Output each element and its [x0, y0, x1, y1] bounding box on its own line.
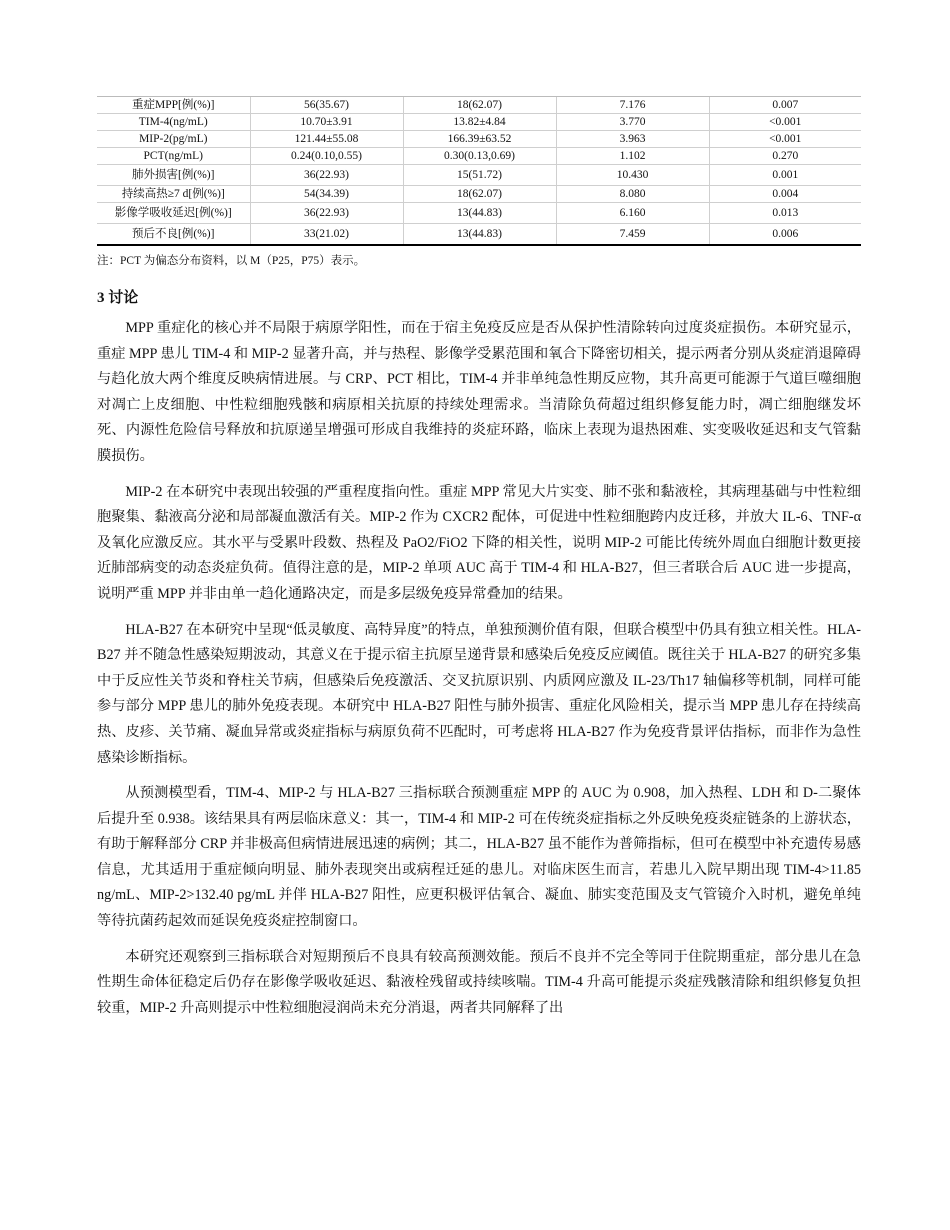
value-cell: 15(51.72) — [403, 165, 556, 186]
table-row — [97, 224, 861, 246]
paragraph: HLA-B27 在本研究中呈现“低灵敏度、高特异度”的特点，单独预测价值有限，但联合模型中仍具有独立相关性。HLA-B27 并不随急性感染短期波动，其意义在于提示宿主抗原呈递背景和感染后免疫反应阈值。既往关于 HLA-B27 的研究多集中于反应性关节炎和脊柱关节病，但感染后免疫激活、交叉抗原识别、内质网应激及 IL-23/Th17 轴偏移等机制，同样可能参与部分 MPP 患儿的肺外免疫表现。本研究中 HLA-B27 阳性与肺外损害、重症化风险相关，提示当 MPP 患儿存在持续高热、皮疹、关节痛、凝血异常或炎症指标与病原负荷不匹配时，可考虑将 HLA-B27 作为免疫背景评估指标，而非作为急性感染诊断指标。 — [97, 621, 861, 766]
table-row — [97, 165, 861, 186]
value-cell: 8.080 — [556, 186, 709, 203]
value-cell: 0.24(0.10,0.55) — [250, 148, 403, 165]
table-row — [97, 131, 861, 148]
value-cell: 36(22.93) — [250, 203, 403, 224]
paragraph: MIP-2 在本研究中表现出较强的严重程度指向性。重症 MPP 常见大片实变、肺不张和黏液栓，其病理基础与中性粒细胞聚集、黏液高分泌和局部凝血激活有关。MIP-2 作为 CXCR2 配体，可促进中性粒细胞跨内皮迁移，并放大 IL-6、TNF-α 及氧化应激反应。其水平与受累叶段数、热程及 PaO2/FiO2 下降的相关性，说明 MIP-2 可能比传统外周血白细胞计数更接近肺部病变的动态炎症负荷。值得注意的是，MIP-2 单项 AUC 高于 TIM-4 和 HLA-B27，但三者联合后 AUC 进一步提高，说明严重 MPP 并非由单一趋化通路决定，而是多层级免疫异常叠加的结果。 — [97, 483, 861, 602]
value-cell: 18(62.07) — [403, 97, 556, 114]
value-cell: 13.82±4.84 — [403, 114, 556, 131]
value-cell: <0.001 — [709, 131, 861, 148]
value-cell: 10.70±3.91 — [250, 114, 403, 131]
value-cell: 3.963 — [556, 131, 709, 148]
discussion-body — [97, 316, 861, 1021]
row-label-cell: MIP-2(pg/mL) — [97, 131, 250, 148]
value-cell: 10.430 — [556, 165, 709, 186]
table-row — [97, 203, 861, 224]
value-cell: 13(44.83) — [403, 224, 556, 246]
value-cell: 0.001 — [709, 165, 861, 186]
value-cell: 7.459 — [556, 224, 709, 246]
value-cell: 0.013 — [709, 203, 861, 224]
table-row — [97, 148, 861, 165]
value-cell: 56(35.67) — [250, 97, 403, 114]
value-cell: <0.001 — [709, 114, 861, 131]
row-label-cell: 影像学吸收延迟[例(%)] — [97, 203, 250, 224]
value-cell: 166.39±63.52 — [403, 131, 556, 148]
paragraph: MPP 重症化的核心并不局限于病原学阳性，而在于宿主免疫反应是否从保护性清除转向过度炎症损伤。本研究显示，重症 MPP 患儿 TIM-4 和 MIP-2 显著升高，并与热程、影像学受累范围和氧合下降密切相关，提示两者分别从炎症消退障碍与趋化放大两个维度反映病情进展。与 CRP、PCT 相比，TIM-4 并非单纯急性期反应物，其升高更可能源于气道巨噬细胞对凋亡上皮细胞、中性粒细胞残骸和病原相关抗原的持续处理需求。当清除负荷超过组织修复能力时，凋亡细胞继发坏死、内源性危险信号释放和抗原递呈增强可形成自我维持的炎症环路，临床上表现为退热困难、实变吸收延迟和支气管黏膜损伤。 — [97, 320, 861, 464]
value-cell: 0.006 — [709, 224, 861, 246]
value-cell: 36(22.93) — [250, 165, 403, 186]
value-cell: 121.44±55.08 — [250, 131, 403, 148]
row-label-cell: 肺外损害[例(%)] — [97, 165, 250, 186]
row-label-cell: PCT(ng/mL) — [97, 148, 250, 165]
table-note: 注：PCT 为偏态分布资料，以 M（P25，P75）表示。 — [97, 255, 366, 267]
table-body — [97, 97, 861, 246]
value-cell: 0.004 — [709, 186, 861, 203]
value-cell: 1.102 — [556, 148, 709, 165]
row-label-cell: 预后不良[例(%)] — [97, 224, 250, 246]
table-row — [97, 114, 861, 131]
paragraph: 本研究还观察到三指标联合对短期预后不良具有较高预测效能。预后不良并不完全等同于住院期重症，部分患儿在急性期生命体征稳定后仍存在影像学吸收延迟、黏液栓残留或持续咳喘。TIM-4 升高可能提示炎症残骸清除和组织修复负担较重，MIP-2 升高则提示中性粒细胞浸润尚未充分消退，两者共同解释了出 — [97, 948, 861, 1016]
table-row — [97, 97, 861, 114]
row-label-cell: 持续高热≥7 d[例(%)] — [97, 186, 250, 203]
value-cell: 6.160 — [556, 203, 709, 224]
paragraph: 从预测模型看，TIM-4、MIP-2 与 HLA-B27 三指标联合预测重症 MPP 的 AUC 为 0.908，加入热程、LDH 和 D-二聚体后提升至 0.938。该结果具有两层临床意义：其一，TIM-4 和 MIP-2 可在传统炎症指标之外反映免疫炎症链条的上游状态，有助于解释部分 CRP 并非极高但病情进展迅速的病例；其二，HLA-B27 虽不能作为普筛指标，但可在模型中补充遗传易感信息，尤其适用于重症倾向明显、肺外表现突出或病程迁延的患儿。对临床医生而言，若患儿入院早期出现 TIM-4>11.85 ng/mL、MIP-2>132.40 pg/mL 并伴 HLA-B27 阳性，应更积极评估氧合、凝血、肺实变范围及支气管镜介入时机，避免单纯等待抗菌药起效而延误免疫炎症控制窗口。 — [97, 785, 861, 930]
value-cell: 0.270 — [709, 148, 861, 165]
page-content — [97, 96, 861, 1031]
value-cell: 3.770 — [556, 114, 709, 131]
data-table — [97, 96, 861, 246]
value-cell: 13(44.83) — [403, 203, 556, 224]
value-cell: 0.30(0.13,0.69) — [403, 148, 556, 165]
value-cell: 33(21.02) — [250, 224, 403, 246]
row-label-cell: 重症MPP[例(%)] — [97, 97, 250, 114]
section-title: 3 讨论 — [97, 290, 139, 306]
value-cell: 0.007 — [709, 97, 861, 114]
row-label-cell: TIM-4(ng/mL) — [97, 114, 250, 131]
value-cell: 7.176 — [556, 97, 709, 114]
table-row — [97, 186, 861, 203]
value-cell: 18(62.07) — [403, 186, 556, 203]
value-cell: 54(34.39) — [250, 186, 403, 203]
